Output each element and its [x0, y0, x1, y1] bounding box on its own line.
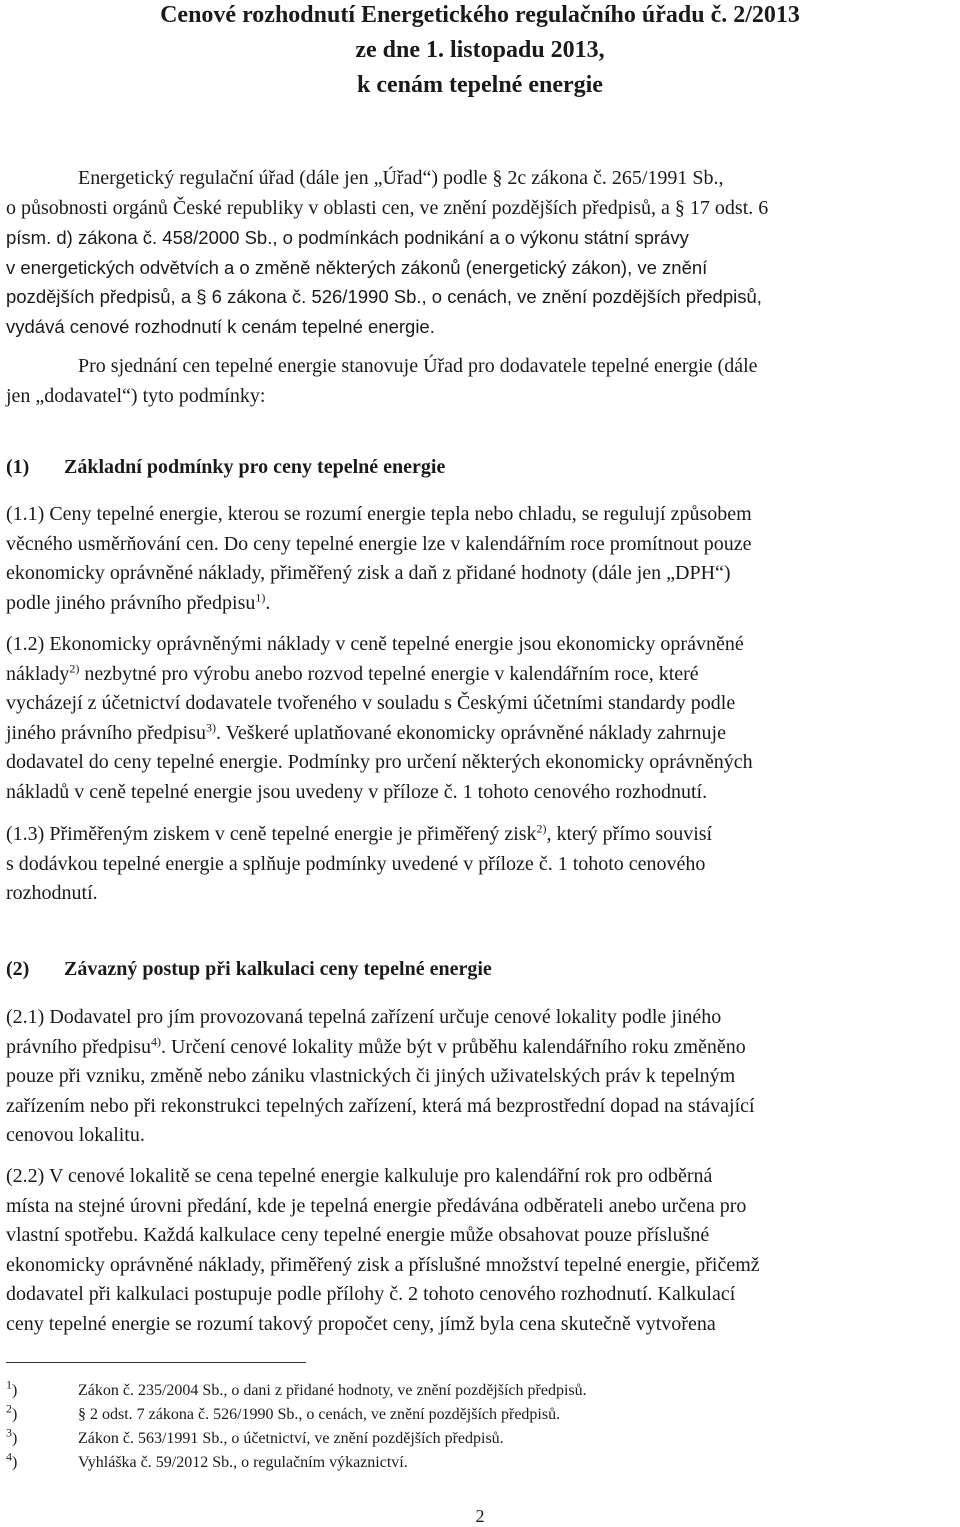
intro-line: o působnosti orgánů České republiky v oblasti cen, ve znění pozdějších předpisů, a § 17 odst. 6	[6, 196, 769, 219]
paragraph-1-1	[6, 500, 958, 618]
paragraph-line: dodavatel do ceny tepelné energie. Podmínky pro určení některých ekonomicky oprávněných	[6, 751, 753, 774]
paragraph-line: vycházejí z účetnictví dodavatele tvořeného v souladu s Českými účetními standardy podle	[6, 692, 736, 715]
footnote: $^1$) Zákon č. 235/2004 Sb., o dani z přidané hodnoty, ve znění pozdějších předpisů.	[6, 1377, 587, 1399]
text: náklady	[6, 662, 70, 685]
footnote-mark: 1	[6, 1377, 12, 1392]
footnote-ref: 4)	[150, 1033, 161, 1048]
paragraph-line: (2.1) Dodavatel pro jím provozovaná tepelná zařízení určuje cenové lokality podle jiného	[6, 1006, 722, 1028]
paragraph-line	[6, 660, 958, 690]
text: .	[265, 591, 271, 614]
paragraph-1-3	[6, 820, 958, 909]
paragraph-line: rozhodnutí.	[6, 882, 98, 905]
footnote: $^4$) Vyhláška č. 59/2012 Sb., o regulačním výkaznictví.	[6, 1449, 408, 1471]
paragraph-line: pouze při vzniku, změně nebo zániku vlastnických či jiných uživatelských práv k tepelným	[6, 1065, 736, 1088]
paragraph-line: ekonomicky oprávněné náklady, přiměřený zisk a příslušné množství tepelné energie, přičemž	[6, 1253, 760, 1276]
footnote-separator	[6, 1362, 306, 1363]
paragraph-line: věcného usměrňování cen. Do ceny tepelné energie lze v kalendářním roce promítnout pouze	[6, 532, 752, 555]
paragraph-2-2	[6, 1162, 958, 1340]
paragraph-2-1	[6, 1003, 958, 1151]
paragraph-line	[6, 589, 958, 619]
paragraph-line: (2.2) V cenové lokalitě se cena tepelné energie kalkuluje pro kalendářní rok pro odběrná	[6, 1165, 713, 1187]
title-line-2: ze dne 1. listopadu 2013,	[355, 37, 605, 63]
footnote-mark: 4	[6, 1449, 12, 1464]
footnote-text: § 2 odst. 7 zákona č. 526/1990 Sb., o cenách, ve znění pozdějších předpisů.	[78, 1406, 561, 1423]
paragraph-line: s dodávkou tepelné energie a splňuje podmínky uvedené v příloze č. 1 tohoto cenového	[6, 852, 706, 875]
page-number: 2	[475, 1506, 485, 1526]
paragraph-1-2	[6, 630, 958, 808]
paragraph-line: vlastní spotřebu. Každá kalkulace ceny tepelné energie může obsahovat pouze příslušné	[6, 1224, 710, 1247]
section-number: (2)	[6, 958, 30, 980]
paragraph-line: (1.2) Ekonomicky oprávněnými náklady v ceně tepelné energie jsou ekonomicky oprávněné	[6, 633, 744, 655]
paragraph-line: nákladů v ceně tepelné energie jsou uvedeny v příloze č. 1 tohoto cenového rozhodnutí.	[6, 780, 708, 803]
paragraph-line: místa na stejné úrovni předání, kde je tepelná energie předávána odběrateli anebo určena pro	[6, 1194, 747, 1217]
paragraph-line: dodavatel při kalkulaci postupuje podle přílohy č. 2 tohoto cenového rozhodnutí. Kalkulací	[6, 1283, 736, 1306]
intro-line: pozdějších předpisů, a § 6 zákona č. 526/1990 Sb., o cenách, ve znění pozdějších předpisů,	[6, 286, 762, 308]
intro-line: Energetický regulační úřad (dále jen „Úřad“) podle § 2c zákona č. 265/1991 Sb.,	[78, 167, 724, 189]
footnote-ref: 2)	[69, 660, 80, 675]
intro2-paragraph	[6, 352, 958, 411]
footnote: $^3$) Zákon č. 563/1991 Sb., o účetnictví, ve znění pozdějších předpisů.	[6, 1425, 504, 1447]
text: (1.3) Přiměřeným ziskem v ceně tepelné energie je přiměřený zisk	[6, 823, 537, 845]
footnote-mark: 3	[6, 1425, 12, 1440]
title-line-1: Cenové rozhodnutí Energetického regulačního úřadu č. 2/2013	[160, 2, 800, 28]
intro-line: písm. d) zákona č. 458/2000 Sb., o podmínkách podnikání a o výkonu státní správy	[6, 227, 689, 249]
paragraph-line: zařízením nebo při rekonstrukci tepelných zařízení, která má bezprostřední dopad na stávající	[6, 1094, 755, 1117]
footnote-mark: 2	[6, 1401, 12, 1416]
footnote-ref: 3)	[205, 720, 216, 735]
text: . Určení cenové lokality může být v průběhu kalendářního roku změněno	[160, 1035, 746, 1058]
footnote-ref: 1)	[255, 590, 266, 605]
intro-paragraph	[6, 164, 958, 342]
footnote: $^2$) § 2 odst. 7 zákona č. 526/1990 Sb., o cenách, ve znění pozdějších předpisů.	[6, 1401, 561, 1423]
paragraph-line	[6, 820, 958, 850]
section-1-heading	[6, 456, 445, 479]
footnote-ref: 2)	[536, 821, 547, 836]
text: nezbytné pro výrobu anebo rozvod tepelné energie v kalendářním roce, které	[84, 662, 699, 685]
intro-line: vydává cenové rozhodnutí k cenám tepelné energie.	[6, 315, 435, 337]
intro-line: v energetických odvětvích a o změně některých zákonů (energetický zákon), ve znění	[6, 256, 708, 278]
text: právního předpisu	[6, 1035, 151, 1058]
paragraph-line	[6, 719, 958, 749]
text: jiného právního předpisu	[6, 721, 206, 744]
intro2-line: jen „dodavatel“) tyto podmínky:	[6, 384, 266, 407]
section-title: Závazný postup při kalkulaci ceny tepelné energie	[64, 958, 492, 980]
section-2-heading	[6, 958, 492, 981]
text: podle jiného právního předpisu	[6, 591, 256, 614]
document-title	[0, 0, 960, 103]
paragraph-line: cenovou lokalitu.	[6, 1124, 145, 1147]
paragraph-line: (1.1) Ceny tepelné energie, kterou se rozumí energie tepla nebo chladu, se regulují způsobem	[6, 503, 752, 525]
title-line-3: k cenám tepelné energie	[357, 72, 603, 98]
footnote-text: Vyhláška č. 59/2012 Sb., o regulačním výkaznictví.	[78, 1454, 408, 1471]
section-title: Základní podmínky pro ceny tepelné energie	[64, 456, 446, 478]
intro2-line: Pro sjednání cen tepelné energie stanovuje Úřad pro dodavatele tepelné energie (dále	[78, 355, 758, 377]
paragraph-line	[6, 1033, 958, 1063]
section-number: (1)	[6, 456, 30, 478]
footnote-text: Zákon č. 235/2004 Sb., o dani z přidané hodnoty, ve znění pozdějších předpisů.	[78, 1382, 587, 1399]
paragraph-line: ekonomicky oprávněné náklady, přiměřený zisk a daň z přidané hodnoty (dále jen „DPH“)	[6, 562, 731, 585]
footnote-text: Zákon č. 563/1991 Sb., o účetnictví, ve znění pozdějších předpisů.	[78, 1430, 504, 1447]
text: , který přímo souvisí	[546, 823, 713, 845]
text: . Veškeré uplatňované ekonomicky oprávněné náklady zahrnuje	[215, 721, 726, 744]
paragraph-line: ceny tepelné energie se rozumí takový propočet ceny, jímž byla cena skutečně vytvořena	[6, 1312, 716, 1335]
